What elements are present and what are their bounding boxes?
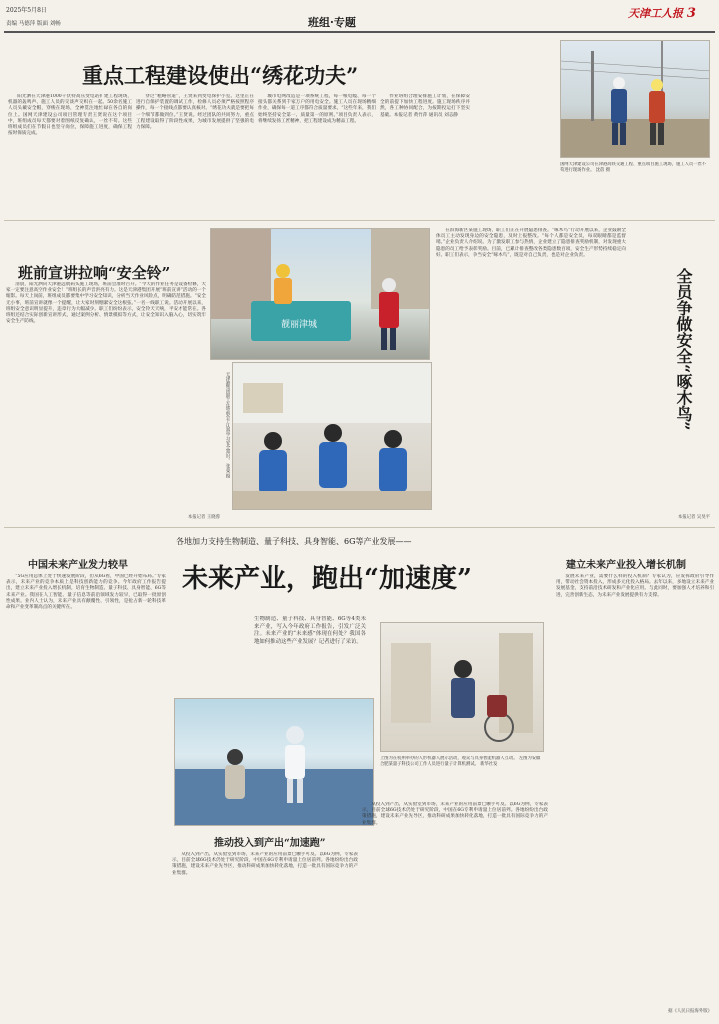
mid-caption-text: 天津港集团职工在班前会上认真学习安全知识。 bbox=[225, 372, 230, 463]
classroom-illustration bbox=[233, 363, 432, 510]
feature-caption-2: 左图为安徽合肥某量子科技公司工作人员进行量子计算机测试。 bbox=[380, 756, 541, 767]
svg-text:靓丽津城: 靓丽津城 bbox=[281, 320, 318, 330]
top-col-3-text: 城市电网改造是一项系统工程，每一根电缆、每一个接头都关系到千家万户的用电安全。施工人员在现场精细作业，确保每一道工序都符合质量要求。“这些年来，我们始终坚持安全第一、质量第一的原则。”项目负责人表示，将继续发扬工匠精神，把工程建设成为精品工程。 bbox=[258, 94, 376, 124]
header-date: 2025年5月8日 bbox=[6, 7, 47, 14]
feature-caption-credit: 新华社发 bbox=[480, 761, 498, 767]
right-sub-body-text: 发展未来产业，需要什么样的投入机制？专家认为，应发挥政府引导作用，带动社会资本投入，形成多元化投入格局。去年以来，多地设立未来产业发展基金，支持前沿技术研发和产业化应用。与此同时，要加强人才培养和引进，完善创新生态，为未来产业发展提供有力支撑。 bbox=[556, 574, 714, 598]
page-number: 3 bbox=[686, 6, 696, 21]
top-col-2 bbox=[136, 94, 254, 212]
top-caption-credit: 沈蓓 摄 bbox=[595, 167, 611, 173]
top-col-2-text: 穿过“粗略管道”，王贤来到变电保护小室。这里正在进行自保护装置的调试工作，检修人员必须严格按照程序操作，每一个接线点都要认真核对。“绣花功夫就是要把每一个细节都做到位。”王贤说。经过团队的共同努力，重点工程建设取得了阶段性成果，为城市发展提供了坚强的电力保障。 bbox=[136, 94, 254, 131]
feature-photo-caption bbox=[380, 756, 544, 798]
mid-left-headline: 班前宣讲拉响“安全铃” bbox=[18, 264, 171, 282]
lab-illustration bbox=[381, 623, 544, 752]
top-photo-caption bbox=[560, 162, 710, 196]
center-sub-body-2 bbox=[362, 802, 548, 1016]
header-editors: 责编 马德萍 版面 刘畅 bbox=[6, 21, 61, 27]
center-sub-body-text-cont: 从投入到产出，从实验室到市场，未来产业的应用前景已触手可及。以6G为例，专家表示，目前全球6G技术仍处于研究阶段，中国在6G专利申请量上位居前列。各地纷纷出台政策措施，建设未来产业先导区，推动科研成果加快转化落地，打造一批具有国际竞争力的产业集群。 bbox=[362, 802, 548, 826]
feature-headline: 未来产业，跑出“加速度” bbox=[182, 564, 472, 594]
right-sub-body bbox=[556, 574, 714, 1004]
operator-figure bbox=[451, 660, 475, 718]
street-illustration bbox=[211, 229, 430, 360]
feature-intro-text: 生物制造、量子科技、具身智能、6G等4类未来产业，写入今年政府工作报告，引发广泛关注。未来产业的“未来感”体现在何处？我国各地如何推动这些产业发展？记者进行了采访。 bbox=[254, 616, 366, 645]
left-sub-body bbox=[6, 574, 166, 1018]
mid-right-headline: 全员争做安全“啄木鸟” bbox=[674, 268, 693, 431]
left-sub-body-text: “5G应用总体上处于快速发展阶段，但从6G看，中国已经开始布局。”专家表示，未来产业的竞争本质上是科技创新能力的竞争。今年政府工作报告提出，建立未来产业投入增长机制，培育生物制造、量子科技、具身智能、6G等未来产业。我国在人工智能、量子信息等前沿领域发力较早，已取得一批原创性成果。业内人士认为，未来产业具有颠覆性、引领性，是抢占新一轮科技革命和产业变革制高点的关键所在。 bbox=[6, 574, 166, 611]
mid-photo-classroom bbox=[232, 362, 432, 510]
person-right bbox=[379, 430, 407, 492]
top-col-1 bbox=[8, 94, 132, 212]
top-col-4 bbox=[380, 94, 470, 212]
section-title: 班组·专题 bbox=[308, 16, 356, 29]
right-sub-headline: 建立未来产业投入增长机制 bbox=[566, 560, 686, 571]
center-sub-body-1 bbox=[172, 852, 358, 1016]
top-col-4-text: 作业班组合理安排施工计划，在保障安全的前提下加快工程进度。施工现场秩序井然，各工种协同配合，为按期投运打下坚实基础。本报记者 黄竹萍 通讯员 刘志静 bbox=[380, 94, 470, 118]
feature-photo-lab bbox=[380, 622, 544, 752]
feature-caption-1: 上图为在杭州举办的人形机器人展示活动，观众与具身智能机器人互动。 bbox=[380, 756, 518, 761]
top-photo-illustration bbox=[561, 41, 710, 158]
top-caption-text: 国网天津建设公司在津港高铁交通工程、重点项目施工现场，施工人员一丝不苟进行现场作业。 bbox=[560, 162, 707, 173]
mid-right-byline: 本报记者 吴旻平 bbox=[677, 515, 710, 520]
top-headline: 重点工程建设使出“绣花功夫” bbox=[82, 63, 359, 88]
visitor-figure bbox=[225, 749, 245, 799]
center-sub-headline: 推动投入到产出“加速跑” bbox=[214, 838, 326, 849]
top-photo bbox=[560, 40, 710, 158]
feature-kicker: 各地加力支持生物制造、量子科技、具身智能、6G等产业发展—— bbox=[176, 537, 412, 546]
person-left bbox=[259, 432, 287, 494]
mid-right-body-text: 在滨海新区某施工现场，职工们正在开展隐患排查。“啄木鸟”行动开展以来，企业鼓励全体员工主动发现身边的安全隐患，及时上报整改。“每个人都是安全员，每双眼睛都是监督哨。”企业负责人介绍说。为了激发职工参与热情，企业建立了隐患排查奖励机制，对发现重大隐患的员工给予表彰奖励。目前，已累计排查整改各类隐患数百项，安全生产形势持续稳定向好。职工们表示，争当安全“啄木鸟”，既是对自己负责，也是对企业负责。 bbox=[436, 228, 626, 258]
masthead-logo bbox=[628, 5, 696, 21]
person-center bbox=[319, 424, 347, 488]
top-col-3 bbox=[258, 94, 376, 212]
feature-footer-credit: 据《人民日报海外版》 bbox=[668, 1009, 712, 1014]
left-sub-headline: 中国未来产业发力较早 bbox=[28, 560, 128, 571]
feature-intro bbox=[254, 616, 366, 694]
worker-yellow bbox=[274, 264, 292, 304]
mid-left-byline: 本报记者 王晓蓉 bbox=[187, 515, 220, 520]
top-col-1-text: 阳光洒在天津港1000千伏特高压变电站扩建工程现场，机器的轰鸣声、施工人员的交谈声交织在一起。50余名施工人员头戴安全帽，穿梭在现场，全神贯注地忙碌在各自的岗位上。国网天津建设公司项目管理专责王贤说在这个项目中，班组成员每天都要对着图纸反复确认，一丝不苟。这些班组成员们在节假日也坚守岗位，保障施工进度，确保工程按时保质完成。 bbox=[8, 94, 132, 137]
robot-illustration bbox=[175, 699, 374, 826]
mid-photo-caption bbox=[210, 372, 230, 482]
mid-left-body bbox=[6, 282, 206, 520]
masthead-name: 天津工人报 bbox=[628, 7, 683, 20]
mid-photo-street bbox=[210, 228, 430, 360]
mid-left-body-text: 清晨，阳光洒向天津港远航码头施工现场，班前会准时召开。“今天的作业任务是设备检修，大家一定要注意高空作业安全！”班组长的声音洪亮有力。这是天津港集团开展“班前宣讲”活动的一个缩影。每天上岗前，班组成员都要集中学习安全知识，分析当天作业风险点，明确防范措施。“安全无小事，班前宣讲就像一个提醒，让大家时刻绷紧安全这根弦。”一名一线职工说。活动开展以来，班组安全意识明显提升，违章行为大幅减少。职工们纷纷表示，安全铃天天响，平安才能常在。各班组还结合实际创新宣讲形式，通过案例分析、情景模拟等方式，让安全知识入脑入心，切实筑牢安全生产防线。 bbox=[6, 282, 206, 325]
mid-right-body bbox=[436, 228, 626, 518]
mid-caption-credit: 张曼 摄 bbox=[225, 463, 230, 478]
center-sub-body-text: 从投入到产出，从实验室到市场，未来产业的应用前景已触手可及。以6G为例，专家表示，目前全球6G技术仍处于研究阶段，中国在6G专利申请量上位居前列。各地纷纷出台政策措施，建设未来产业先导区，推动科研成果加快转化落地，打造一批具有国际竞争力的产业集群。 bbox=[172, 852, 358, 876]
feature-photo-robot bbox=[174, 698, 374, 826]
